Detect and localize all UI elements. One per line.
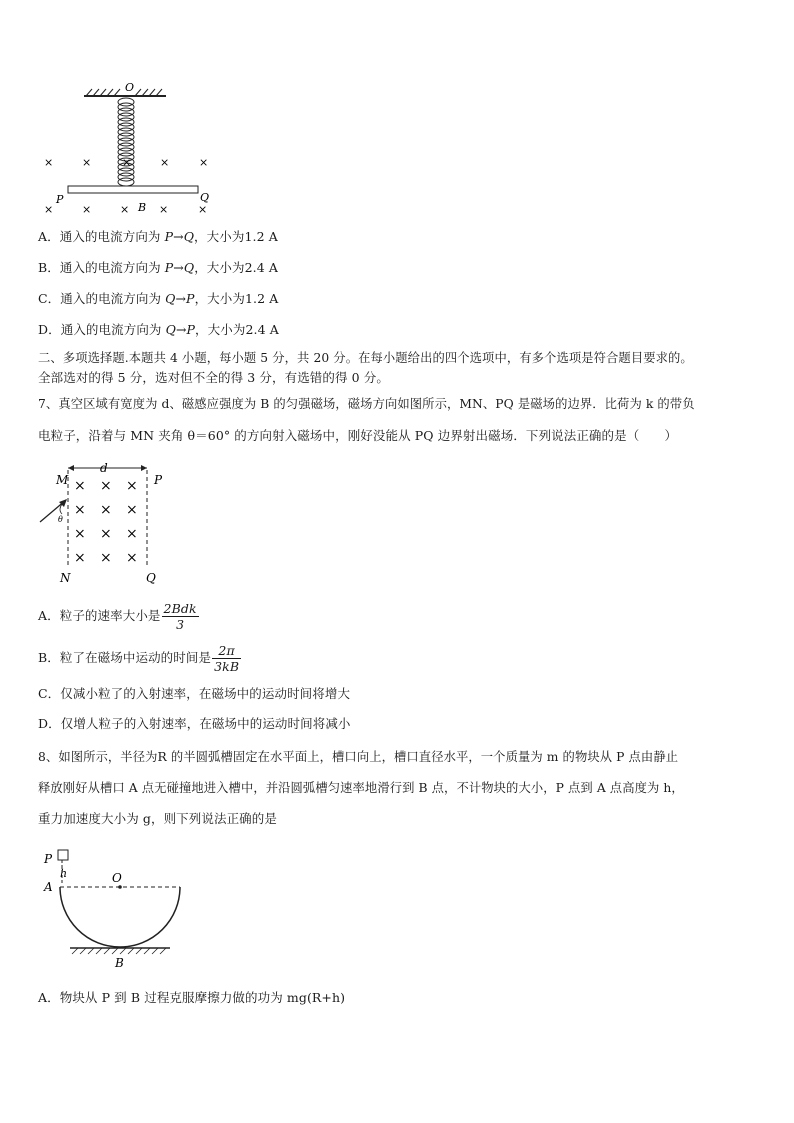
q8-stem-line3: 重力加速度大小为 g，则下列说法正确的是 bbox=[38, 811, 277, 826]
field-cross: × bbox=[44, 156, 54, 169]
field-cross: × bbox=[74, 502, 86, 518]
magnetic-field-strip-figure bbox=[36, 460, 206, 588]
field-cross: × bbox=[126, 478, 138, 494]
q6-option-a: A．通入的电流方向为 P→Q，大小为1.2 A bbox=[38, 229, 278, 244]
point-p-label: P bbox=[44, 852, 53, 866]
q8-stem-line2: 释放刚好从槽口 A 点无碰撞地进入槽中，并沿圆弧槽匀速率地滑行到 B 点，不计物块的大小，P 点到 A 点高度为 h， bbox=[38, 781, 684, 795]
field-cross: × bbox=[120, 203, 130, 216]
q6-option-b: B．通入的电流方向为 P→Q，大小为2.4 A bbox=[38, 260, 278, 275]
q8-stem-line1: 8、如图所示，半径为R 的半圆弧槽固定在水平面上，槽口向上，槽口直径水平，一个质量为 m 的物块从 P 点由静止 bbox=[38, 750, 679, 764]
field-cross: × bbox=[126, 550, 138, 566]
field-cross: × bbox=[74, 526, 86, 542]
width-d-label: d bbox=[100, 461, 108, 475]
field-cross: × bbox=[74, 478, 86, 494]
field-cross: × bbox=[199, 156, 209, 169]
spring-rod-figure bbox=[40, 80, 230, 220]
q7-option-b: B．粒了在磁场中运动的时间是 $\frac{2\pi}{3kB}$ bbox=[38, 643, 240, 674]
field-cross: × bbox=[159, 203, 169, 216]
rod-end-p-label: P bbox=[56, 193, 64, 206]
section2-line1: 二、多项选择题.本题共 4 小题，每小题 5 分，共 20 分。在每小题给出的四个选项中，有多个选项是符合题目要求的。 bbox=[38, 351, 693, 365]
boundary-m-label: M bbox=[56, 473, 69, 487]
field-cross: × bbox=[160, 156, 170, 169]
field-cross: × bbox=[74, 550, 86, 566]
point-b-label: B bbox=[115, 956, 124, 970]
q8-option-a: A．物块从 P 到 B 过程克服摩擦力做的功为 mg(R+h) bbox=[38, 990, 346, 1005]
height-h-label: h bbox=[60, 867, 68, 880]
field-cross: × bbox=[126, 526, 138, 542]
field-cross: × bbox=[82, 203, 92, 216]
semicircle-groove-figure bbox=[40, 843, 200, 973]
time-fraction: $\frac{2\pi}{3kB}$ bbox=[214, 643, 240, 674]
q7-stem-line1: 7、真空区域有宽度为 d、磁感应强度为 B 的匀强磁场，磁场方向如图所示，MN、PQ 是磁场的边界．比荷为 k 的带负 bbox=[38, 397, 695, 411]
theta-label: θ bbox=[58, 515, 63, 524]
rod-end-q-label: Q bbox=[200, 191, 210, 204]
field-cross: × bbox=[82, 156, 92, 169]
q7-option-d: D．仅增人粒子的入射速率，在磁场中的运动时间将减小 bbox=[38, 716, 351, 731]
boundary-p-label: P bbox=[154, 473, 163, 487]
q7-stem-line2: 电粒子，沿着与 MN 夹角 θ＝60° 的方向射入磁场中，刚好没能从 PQ 边界射出磁场．下列说法正确的是（ ） bbox=[38, 428, 678, 443]
field-cross: × bbox=[122, 156, 132, 169]
point-a-label: A bbox=[44, 880, 53, 894]
q6-option-d: D．通入的电流方向为 Q→P，大小为2.4 A bbox=[38, 322, 279, 337]
section2-line2: 全部选对的得 5 分，选对但不全的得 3 分，有选错的得 0 分。 bbox=[38, 370, 389, 385]
ceiling-label: O bbox=[125, 81, 135, 94]
field-cross: × bbox=[100, 502, 112, 518]
boundary-n-label: N bbox=[60, 571, 71, 585]
field-cross: × bbox=[126, 502, 138, 518]
field-cross: × bbox=[100, 478, 112, 494]
q6-option-c: C．通入的电流方向为 Q→P，大小为1.2 A bbox=[38, 291, 279, 306]
q7-option-a: A．粒子的速率大小是 $\frac{\text{2Bdk}}{3}$ bbox=[38, 601, 197, 632]
center-o-label: O bbox=[112, 871, 122, 885]
field-cross: × bbox=[100, 526, 112, 542]
field-b-label: B bbox=[138, 201, 147, 214]
q7-option-c: C．仅减小粒了的入射速率，在磁场中的运动时间将增大 bbox=[38, 686, 351, 701]
field-cross: × bbox=[198, 203, 208, 216]
field-cross: × bbox=[100, 550, 112, 566]
speed-fraction: $\frac{\text{2Bdk}}{3}$ bbox=[163, 601, 197, 632]
field-cross: × bbox=[44, 203, 54, 216]
boundary-q-label: Q bbox=[146, 571, 156, 585]
